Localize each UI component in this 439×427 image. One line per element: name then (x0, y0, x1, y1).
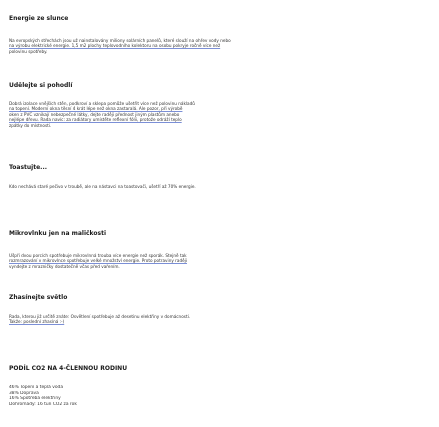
footer-line: Dohromady: 16 tun CO2 za rok (9, 401, 77, 407)
text-line: Rada, kterou již určitě znáte: Osvětlení spotřebuje až desetinu elektřiny v domácnosti. (9, 314, 191, 319)
section-text-svetlo (9, 314, 424, 325)
text-line: Takže: poslední zhasíná :-) (9, 319, 65, 325)
section-title-pohodli: Udělejte si pohodlí (9, 82, 73, 89)
footer-line: 46% Topení a teplá voda (9, 385, 64, 390)
section-text-mikrovlnka (9, 253, 424, 269)
section-text-energie (9, 38, 424, 54)
text-line: polovinu spotřeby. (9, 48, 48, 54)
footer-list (9, 385, 424, 407)
text-line: rozmrazování v mikrovlnce spotřebuje velké množství energie. Proto potraviny raději (9, 258, 188, 264)
section-title-energie: Energie ze slunce (9, 15, 69, 22)
text-line: Ušpři dvou porcích spotřebuje mikrovlnná trouba více energie než sporák. Stejně tak (9, 253, 187, 258)
text-line: zpátky do místnosti. (9, 122, 52, 128)
footer-title: PODÍL CO2 NA 4-ČLENNOU RODINU (9, 365, 128, 372)
section-text-pohodli (9, 101, 424, 128)
footer-line: 38% Doprava (9, 390, 39, 396)
text-line: na výrobu elektrické energie. 1,5 m2 plochy teplovodního kolektoru na osobu pokryje ročně více než (9, 43, 221, 49)
text-line: na topení. Moderní okna těsní 4 krát lépe než okna zastaralá. Ale pozor, při výrobě (9, 106, 183, 112)
section-title-toast: Toastujte... (9, 164, 48, 171)
section-title-mikrovlnka: Mikrovlnku jen na maličkosti (9, 230, 107, 237)
section-text-toast (9, 184, 424, 189)
text-line: oken z PVC vznikají nebezpečné látky, dejte raději přednost jiným plastům anebo (9, 111, 180, 117)
text-line: Dobrá izolace vnějších stěn, podkroví a sklepa pomůže ušetřit více než polovinu nákladů (9, 101, 195, 106)
section-title-svetlo: Zhasínejte světlo (9, 294, 68, 301)
text-line: vyndejte z mrazničky dostatečně včas před vařením. (9, 263, 120, 269)
footer-line: 16% Spotřeba elektřiny (9, 396, 61, 402)
text-line: nejlépe dřevu. Rada navíc: za radiátory umístěte reflexní fólii, protože odráží teplo (9, 117, 182, 123)
text-line: Na evropských střechách jsou už nainstalovány miliony solárních panelů, které slouží na ohřev vody nebo (9, 38, 231, 43)
text-line: Kdo nechává staré pečivo v troubě, ale na nástavci na toastovači, ušetří až 70% energie. (9, 184, 196, 189)
